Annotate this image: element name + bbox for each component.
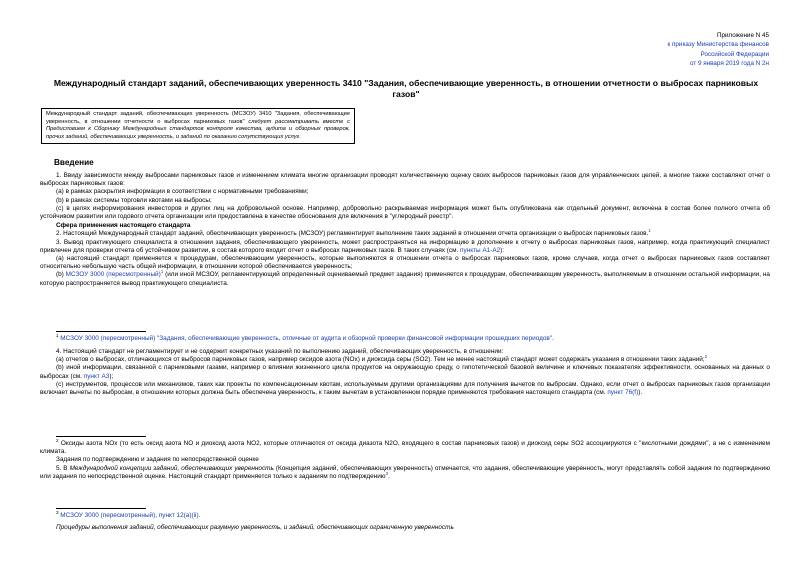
link-isae-3000[interactable]: МСЗОУ 3000 (пересмотренный): [65, 271, 161, 279]
last-heading: Процедуры выполнения заданий, обеспечивающих разумную уверенность, и заданий, обеспечивающих ограниченную уверенность: [56, 524, 454, 531]
footnote-marker-4[interactable]: 3: [385, 470, 389, 476]
footnote-2-text: Оксиды азота NOx (то есть оксид азота NO и диоксид азота NO2, которые отличаются от оксида диазота N2O, входящего в состав парниковых газов) и диоксид серы SO2 ассоциируются с "кислотными дождями", а не с изменением климата.: [40, 440, 770, 456]
paragraph-1: 1. Ввиду зависимости между выбросами парниковых газов и изменением климата многие организации проводят количественную оценку своих выбросов парниковых газов для управленческих целей, а многие также составляют отчет о выбросах парниковых газов:: [40, 172, 770, 188]
paragraph-3a: (a) настоящий стандарт применяется к процедурам, обеспечивающим уверенность, которые выполняются в отношении отчета о выбросах парниковых газов, кроме случаев, когда отчет о выбросах парниковых газов составляет относительно небольшую часть общей информации, в отношении которой обеспечивается уверенность;: [40, 255, 770, 271]
scope-heading: Сфера применения настоящего стандарта: [56, 222, 191, 230]
footnote-3: [56, 509, 770, 520]
paragraph-4b: [40, 364, 770, 380]
sub-heading: Задания по подтверждению и задания по непосредственной оценке: [56, 456, 259, 464]
paragraph-3b-text: (или иной МСЗОУ, регламентирующий определенный оцениваемый предмет задания) применяется к процедурам, обеспечивающим уверенность, выполняемым в отношении остальной информации, на которую распространяется вывод практикующего специалиста.: [40, 271, 770, 287]
footnote-2: [40, 437, 770, 456]
paragraph-5-italic: Международной концепции заданий, обеспечивающих уверенность: [69, 464, 274, 472]
footnote-1-link[interactable]: МСЗОУ 3000 (пересмотренный) "Задания, обеспечивающие уверенность, отличные от аудита и обзорной проверки финансовой информации прошедших периодов": [60, 335, 553, 342]
note-box-first: Международный стандарт заданий, обеспечивающих уверенность (МСЗОУ) 3410 "Задания, обеспечивающие уверенность, в отношении отчетности о выбросах парниковых газов": [46, 111, 350, 125]
footnote-1-end: .: [552, 335, 554, 342]
footnote-1: [56, 332, 770, 343]
link-point-a3[interactable]: пункт А3: [83, 372, 110, 380]
appendix-date[interactable]: от 9 января 2019 года N 2н: [690, 59, 769, 67]
intro-heading: Введение: [54, 158, 94, 167]
paragraph-1b: (b) в рамках системы торговли квотами на выбросы;: [56, 196, 212, 204]
footnote-marker-1[interactable]: 1: [648, 228, 651, 234]
paragraph-3: [40, 239, 770, 255]
appendix-number: Приложение N 45: [717, 32, 769, 39]
note-box: [41, 108, 355, 144]
paragraph-1a: (a) в рамках раскрытия информации в соответствии с нормативными требованиями;: [56, 188, 309, 196]
paragraph-4c-end: ).: [638, 389, 643, 397]
footnote-2-marker: 2: [56, 437, 59, 443]
footnote-3-link[interactable]: МСЗОУ 3000 (пересмотренный), пункт 12(а)(ii).: [60, 512, 201, 519]
body-section-3: [40, 437, 770, 481]
document-title: Международный стандарт заданий, обеспечивающих уверенность 3410 "Задания, обеспечивающие уверенность, в отношении отчетности о выбросах парниковых газов": [53, 78, 759, 99]
paragraph-4a-text: (a) отчетов о выбросах, отличающихся от выбросов парниковых газов, например оксидов азота (NOx) и диоксида серы (SO2). Тем не менее настоящий стандарт может содержать указания в отношении таких заданий;: [56, 356, 705, 364]
paragraph-4b-text: (b) иной информации, связанной с парниковыми газами, например о влиянии жизненного цикла продуктов на окружающую среду, о гипотетической базовой величине и ключевых показателях эффективности, основанных на данных о выбросах (см.: [40, 364, 770, 380]
paragraph-2: [40, 230, 770, 238]
paragraph-4: 4. Настоящий стандарт не регламентирует и не содержит конкретных указаний по выполнению заданий, обеспечивающих уверенность, в отношении:: [56, 348, 504, 355]
footnote-marker-3[interactable]: 2: [704, 354, 708, 360]
note-box-rest: следует рассматривать вместе с Предисловием к Сборнику Международных стандартов контроля качества, аудита и обзорных проверок, прочих заданий, обеспечивающих уверенность, и заданий по оказанию сопутствующих услуг.: [46, 118, 350, 140]
appendix-order-link[interactable]: к приказу Министерства финансов: [667, 41, 769, 49]
paragraph-5-end: (Концепция заданий, обеспечивающих уверенность) отмечается, что задания, обеспечивающие уверенность, могут представлять собой задания по подтверждению или задания по непосредственной оценке. Настоящий стандарт применяется только к заданиям по подтверждению: [40, 464, 770, 480]
paragraph-5-start: 5. В: [56, 464, 70, 472]
paragraph-4b-end: );: [109, 372, 114, 380]
paragraph-2-text: 2. Настоящий Международный стандарт заданий, обеспечивающих уверенность (МСЗОУ) регламентирует выполнение таких заданий в отношении отчета организации о выбросах парниковых газов.: [56, 230, 649, 238]
paragraph-3b: [40, 271, 770, 287]
footnote-3-marker: 3: [56, 509, 59, 515]
body-section-2: [40, 348, 770, 397]
footnote-separator-2: [56, 436, 146, 437]
footnote-marker-2[interactable]: 1: [160, 269, 164, 275]
paragraph-3b-prefix: (b): [56, 271, 64, 279]
body-section-1: [40, 172, 770, 288]
paragraph-1c: (c) в целях информирования инвесторов и других лиц на добровольной основе. Например, добровольно раскрываемая информация может быть опубликована как отдельный документ, включена в состав более полного отчета об устойчивом развитии или годового отчета организации или предоставлена в качестве обоснования для включения в "углеродный реестр".: [40, 204, 770, 221]
paragraph-4c: [40, 381, 770, 397]
footnote-separator-1: [56, 331, 146, 332]
link-points-a1-a2[interactable]: пункты А1-А2: [460, 246, 501, 254]
paragraph-3-text: 3. Вывод практикующего специалиста в отношении задания, обеспечивающего уверенность, может распространяться на информацию в дополнение к отчету о выбросах парниковых газов, например, когда практикующий специалист привлечен для проверки отчета об устойчивом развитии, в состав которого входит отчет о выбросах парниковых газов. В таких случаях (см.: [40, 238, 770, 254]
footnote-1-marker: 1: [56, 332, 59, 338]
paragraph-5: 5. В Международной концепции заданий, обеспечивающих уверенность (Концепция заданий, обеспечивающих уверенность) отмечается, что задания, обеспечивающие уверенность, могут представлять собой задания по подтверждению или задания по непосредственной оценке. Настоящий стандарт применяется только к заданиям по подтверждению$^3$.: [40, 464, 770, 480]
paragraph-3-end: ):: [500, 246, 505, 254]
appendix-header: [668, 31, 769, 68]
paragraph-4c-text: (c) инструментов, процессов или механизмов, таких как проекты по компенсационным квотам, используемым другими организациями для получения вычетов по выбросам. Однако, если отчет о выбросах парниковых газов организации включает вычеты по выбросам, в отношении которых должна быть обеспечена уверенность, к таким вычетам в установленном порядке применяются требования настоящего стандарта (см.: [40, 380, 770, 397]
appendix-ministry[interactable]: Российской Федерации: [700, 50, 769, 58]
footnote-separator-3: [56, 508, 146, 509]
link-point-76f[interactable]: пункт 76(f): [607, 389, 639, 397]
